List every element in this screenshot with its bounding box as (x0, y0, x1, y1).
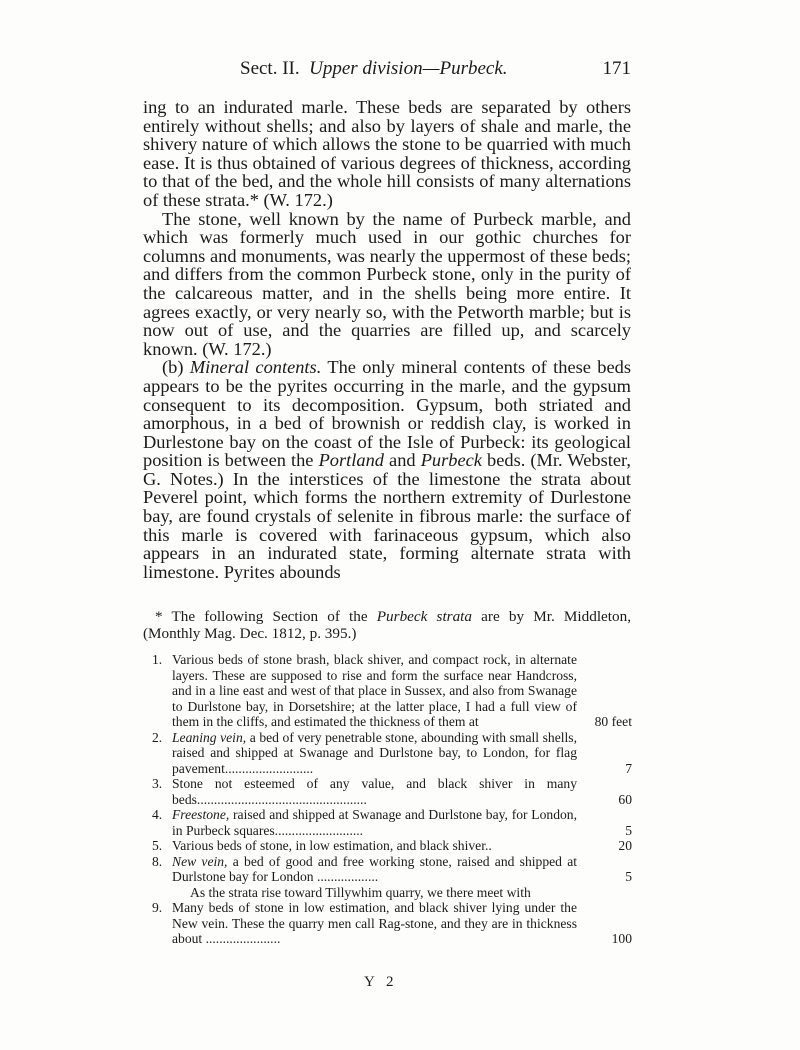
item-lead: Freestone, (172, 807, 230, 822)
item-description: Various beds of stone brash, black shiver, and compact rock, in alternate layers. These are supposed to rise and form the surface near Handcross, and in a line east and west of that place in Sussex, and also from Swanage to Durlstone bay, in Dorsetshire; at the latter place, I had a full view of them in the cliffs, and estimated the thickness of them at (172, 652, 577, 729)
item-thickness: 60 (618, 791, 632, 807)
item-text (172, 854, 577, 885)
footnote-intro-text: * The following Section of the (155, 608, 368, 625)
item-text (172, 838, 577, 854)
item-thickness: 5 (625, 869, 632, 884)
item-thickness: 5 (625, 822, 632, 838)
item-lead: Leaning vein, (172, 729, 247, 745)
section-heading (240, 58, 508, 80)
paragraph-1: ing to an indurated marle. These beds are separated by others entirely without shells; and also by layers of shale and marle, the shivery nature of which allows the stone to be quarried with much ease. It is thus obtained of various degrees of thickness, according to that of the bed, and the whole hill consists of many alternations of these strata.* (W. 172.) (143, 97, 631, 210)
item-description: Various beds of stone, in low estimation, and black shiver.. (172, 838, 492, 853)
item-thickness: 7 (625, 760, 632, 776)
term-portland: Portland (318, 450, 384, 471)
item-description: Stone not esteemed of any value, and black shiver in many beds.................................................. (172, 776, 577, 807)
list-item-note (152, 885, 632, 901)
item-number: 5. (152, 838, 163, 853)
item-description: a bed of good and free working stone, raised and shipped at Durlstone bay for London .................. (172, 853, 578, 884)
footnote-italic: Purbeck strata (376, 608, 472, 625)
paragraph-heading: Mineral contents. (189, 357, 322, 378)
list-item (152, 854, 632, 885)
list-item (152, 900, 632, 947)
footnote (143, 608, 631, 642)
footnote-intro (143, 608, 631, 642)
item-thickness: 80 feet (594, 714, 632, 729)
paragraph-2: The stone, well known by the name of Purbeck marble, and which was formerly much used in our gothic churches for columns and monuments, was nearly the uppermost of these beds; and differs from the common Purbeck stone, only in the purity of the calcareous matter, and in the shells being more entire. It agrees exactly, or very nearly so, with the Petworth marble; but is now out of use, and the quarries are filled up, and scarcely known. (W. 172.) (143, 208, 631, 359)
item-description: raised and shipped at Swanage and Durlstone bay, for London, in Purbeck squares.......................... (172, 807, 577, 838)
page-header (143, 58, 631, 88)
paragraph-text: The only mineral contents of these beds appears to be the pyrites occurring in the marle, and the gypsum consequent to its decomposition. Gypsum, both striated and amorphous, in a bed of brownish or reddish clay, is worked in Durlestone bay on the coast of the Isle of Purbeck: its geological position is between the (143, 357, 632, 471)
item-thickness: 20 (618, 838, 632, 853)
item-text (172, 730, 577, 777)
item-number: 1. (152, 652, 163, 667)
list-item (152, 652, 632, 730)
item-number: 3. (152, 776, 163, 791)
strata-list (152, 652, 632, 947)
item-number: 4. (152, 807, 163, 822)
footnote-citation: are by Mr. Middleton, (Monthly Mag. Dec. 1812, p. 395.) (143, 608, 632, 642)
section-label: Sect. II. (240, 58, 300, 79)
term-purbeck: Purbeck (420, 450, 482, 471)
item-text (172, 900, 577, 947)
body-text (143, 98, 631, 581)
item-text (172, 652, 577, 730)
item-text (172, 807, 577, 838)
conjunction: and (389, 450, 416, 471)
list-item (152, 776, 632, 807)
item-number: 8. (152, 853, 163, 869)
paragraph-text-continued: beds. (Mr. Webster, G. Notes.) In the interstices of the limestone the strata about Peverel point, which forms the northern extremity of Durlestone bay, are found crystals of selenite in fibrous marle: the surface of this marle is covered with farinaceous gypsum, which also appears in an indurated state, forming alternate strata with limestone. Pyrites abounds (143, 450, 631, 582)
paragraph-3 (143, 358, 631, 581)
item-number: 9. (152, 900, 163, 915)
running-title: Upper division—Purbeck. (309, 58, 508, 79)
item-number: 2. (152, 729, 163, 745)
item-description: Many beds of stone in low estimation, and black shiver lying under the New vein. These the quarry men call Rag-stone, and they are in thickness about ...................... (172, 900, 577, 946)
signature-mark: Y 2 (364, 974, 398, 990)
item-description: a bed of very penetrable stone, abounding with small shells, raised and shipped at Swanage and Durlstone bay, to London, for flag pavement.......................... (172, 729, 577, 776)
list-item (152, 730, 632, 777)
item-text (172, 776, 577, 807)
item-lead: New vein, (172, 853, 228, 869)
paragraph-marker: (b) (162, 357, 184, 378)
item-thickness: 100 (611, 931, 632, 946)
list-item (152, 838, 632, 854)
item-note: As the strata rise toward Tillywhim quarry, we there meet with (190, 884, 531, 900)
page-number: 171 (602, 58, 631, 79)
list-item (152, 807, 632, 838)
